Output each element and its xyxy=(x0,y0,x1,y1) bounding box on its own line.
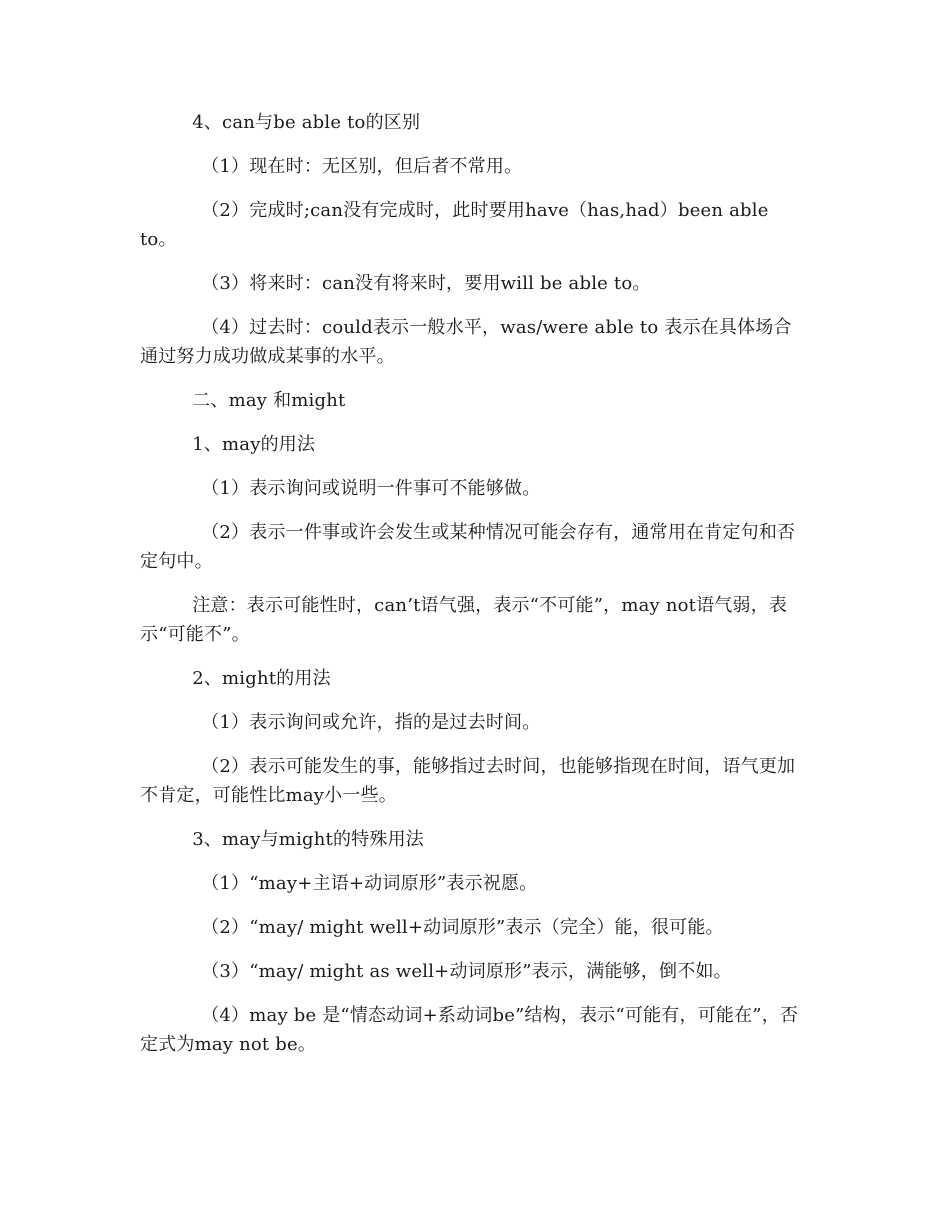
paragraph-might-usage-1: （1）表示询问或允许，指的是过去时间。 xyxy=(201,712,541,733)
heading-might-usage: 2、might的用法 xyxy=(192,668,331,689)
paragraph-present-tense: （1）现在时：无区别，但后者不常用。 xyxy=(201,156,523,177)
paragraph-perfect-tense: （2）完成时;can没有完成时，此时要用have（has,had）been able to。 xyxy=(140,200,769,250)
paragraph-special-usage-2: （2）“may/ might well+动词原形”表示（完全）能，很可能。 xyxy=(201,917,724,938)
heading-may-usage: 1、may的用法 xyxy=(192,434,316,455)
section-heading-may-might: 二、may 和might xyxy=(192,390,346,411)
paragraph-may-usage-1: （1）表示询问或说明一件事可不能够做。 xyxy=(201,478,541,499)
heading-special-usage: 3、may与might的特殊用法 xyxy=(192,829,424,850)
heading-can-vs-be-able-to: 4、can与be able to的区别 xyxy=(192,112,421,133)
paragraph-may-usage-2: （2）表示一件事或许会发生或某种情况可能会存有，通常用在肯定句和否定句中。 xyxy=(140,522,796,572)
paragraph-special-usage-3: （3）“may/ might as well+动词原形”表示，满能够，倒不如。 xyxy=(201,961,732,982)
paragraph-might-usage-2: （2）表示可能发生的事，能够指过去时间，也能够指现在时间，语气更加不肯定，可能性比may小一些。 xyxy=(140,756,796,806)
paragraph-future-tense: （3）将来时：can没有将来时，要用will be able to。 xyxy=(201,273,651,294)
paragraph-past-tense: （4）过去时：could表示一般水平，was/were able to 表示在具体场合通过努力成功做成某事的水平。 xyxy=(140,317,792,367)
paragraph-note: 注意：表示可能性时，can’t语气强，表示“不可能”，may not语气弱，表示“可能不”。 xyxy=(140,595,788,645)
paragraph-special-usage-1: （1）“may+主语+动词原形”表示祝愿。 xyxy=(201,873,538,894)
paragraph-special-usage-4: （4）may be 是“情态动词+系动词be”结构，表示“可能有，可能在”，否定式为may not be。 xyxy=(140,1005,799,1055)
document-page xyxy=(140,108,800,1074)
